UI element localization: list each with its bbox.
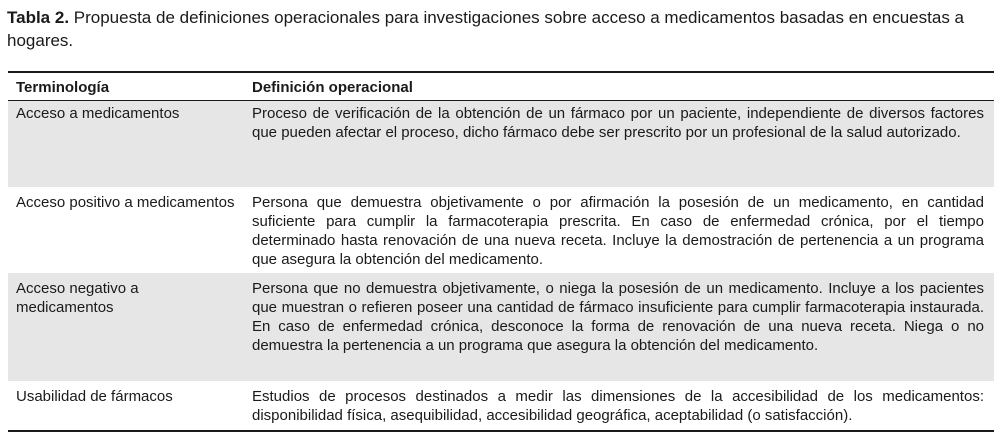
table-caption xyxy=(7,6,995,52)
term-cell: Usabilidad de fármacos xyxy=(8,381,244,431)
header-row xyxy=(8,72,994,101)
term-cell: Acceso positivo a medicamentos xyxy=(16,194,235,211)
definition-cell: Estudios de procesos destinados a medir las dimensiones de la accesibilidad de los medicamentos: disponibilidad física, asequibilidad, accesibilidad geográfica, aceptabilidad (o satisfacción). xyxy=(244,381,994,431)
header-definicion-operacional: Definición operacional xyxy=(244,72,994,101)
definition-cell: Proceso de verificación de la obtención de un fármaco por un paciente, independiente de diversos factores que pueden afectar el proceso, dicho fármaco debe ser prescrito por un profesional de la salud autorizado. xyxy=(244,101,994,188)
table-header xyxy=(8,72,994,101)
definitions-table xyxy=(8,71,994,432)
table-row xyxy=(8,101,994,188)
table-row xyxy=(8,273,994,381)
table-caption-text: Propuesta de definiciones operacionales para investigaciones sobre acceso a medicamentos basadas en encuestas a hogares. xyxy=(7,8,964,50)
table-row xyxy=(8,187,994,273)
term-cell: Acceso negativo a medicamentos xyxy=(8,273,244,381)
term-cell: Acceso a medicamentos xyxy=(8,101,244,188)
table-caption-label: Tabla 2. xyxy=(7,8,70,27)
definition-cell: Persona que no demuestra objetivamente, o niega la posesión de un medicamento. Incluye a los pacientes que muestran o refieren poseer una cantidad de fármaco insuficiente para cumplir farmacoterapia instaurada. En caso de enfermedad crónica, desconoce la forma de renovación de una nueva receta. Niega o no demuestra la pertenencia a un programa que asegura la obtención del medicamento. xyxy=(244,273,994,381)
table-row xyxy=(8,381,994,431)
definition-cell: Persona que demuestra objetivamente o por afirmación la posesión de un medicamento, en cantidad suficiente para cumplir la farmacoterapia prescrita. En caso de enfermedad crónica, por el tiempo determinado hasta renovación de una nueva receta. Incluye la demostración de pertenencia a un programa que asegura la obtención del medicamento. xyxy=(252,194,984,268)
table-body xyxy=(8,101,994,432)
header-terminologia: Terminología xyxy=(8,72,244,101)
